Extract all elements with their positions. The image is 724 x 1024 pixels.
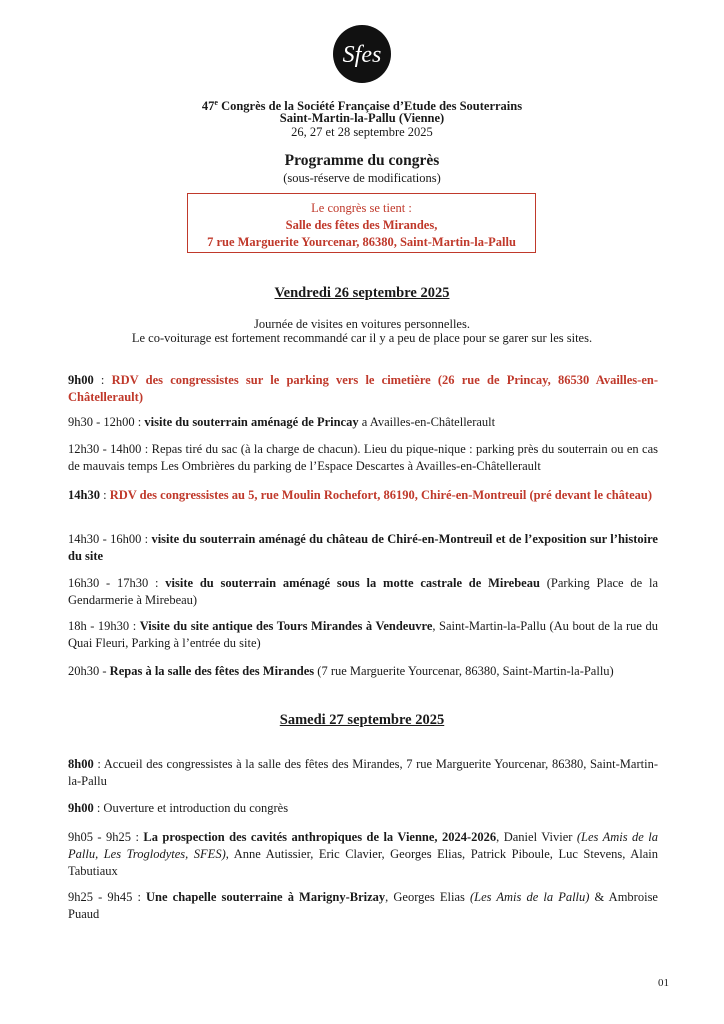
friday-heading: Vendredi 26 septembre 2025 bbox=[274, 285, 450, 301]
svg-text:Sfes: Sfes bbox=[342, 42, 382, 68]
saturday-heading: Samedi 27 septembre 2025 bbox=[279, 712, 445, 728]
sfes-logo bbox=[332, 24, 392, 84]
schedule-item: 8h00 : Accueil des congressistes à la salle des fêtes des Mirandes, 7 rue Marguerite Yourcenar, 86380, Saint-Martin-la-Pallu bbox=[68, 757, 658, 788]
congress-location: Saint-Martin-la-Pallu (Vienne) bbox=[279, 111, 445, 125]
schedule-item: 20h30 - Repas à la salle des fêtes des Mirandes (7 rue Marguerite Yourcenar, 86380, Saint-Martin-la-Pallu) bbox=[68, 664, 614, 678]
venue-intro: Le congrès se tient : bbox=[311, 201, 412, 215]
programme-subtitle: (sous-réserve de modifications) bbox=[283, 171, 441, 185]
programme-title: Programme du congrès bbox=[284, 152, 440, 169]
schedule-item: 16h30 - 17h30 : visite du souterrain aménagé sous la motte castrale de Mirebeau (Parking Place de la Gendarmerie à Mirebeau) bbox=[68, 576, 658, 607]
congress-title: 47e Congrès de la Société Française d’Etude des Souterrains bbox=[201, 98, 523, 114]
schedule-item: 9h00 : RDV des congressistes sur le parking vers le cimetière (26 rue de Princay, 86530 Availles-en-Châtellerault) bbox=[68, 373, 658, 404]
venue-address: 7 rue Marguerite Yourcenar, 86380, Saint-Martin-la-Pallu bbox=[207, 235, 516, 249]
schedule-item: 14h30 - 16h00 : visite du souterrain aménagé du château de Chiré-en-Montreuil et de l’exposition sur l’histoire du site bbox=[68, 532, 658, 563]
venue-box bbox=[187, 193, 536, 253]
schedule-item: 18h - 19h30 : Visite du site antique des Tours Mirandes à Vendeuvre, Saint-Martin-la-Pallu (Au bout de la rue du Quai Fleuri, Parking à l’entrée du site) bbox=[68, 619, 658, 650]
schedule-item: 9h25 - 9h45 : Une chapelle souterraine à Marigny-Brizay, Georges Elias (Les Amis de la Pallu) & Ambroise Puaud bbox=[68, 890, 658, 921]
page-number: 01 bbox=[658, 977, 669, 989]
friday-intro-2: Le co-voiturage est fortement recommandé car il y a peu de place pour se garer sur les sites. bbox=[131, 331, 593, 345]
schedule-item: 9h05 - 9h25 : La prospection des cavités anthropiques de la Vienne, 2024-2026, Daniel Vivier (Les Amis de la Pallu, Les Troglodytes, SFES), Anne Autissier, Eric Clavier, Georges Elias, Patrick Piboule, Luc Stevens, Alain Tabutiaux bbox=[68, 830, 659, 878]
schedule-item: 9h00 : Ouverture et introduction du congrès bbox=[68, 801, 289, 815]
schedule-item: 9h30 - 12h00 : visite du souterrain aménagé de Princay a Availles-en-Châtellerault bbox=[68, 415, 496, 429]
schedule-item: 12h30 - 14h00 : Repas tiré du sac (à la charge de chacun). Lieu du pique-nique : parking près du souterrain ou en cas de mauvais temps Les Ombrières du parking de l’Espace Descartes à Availles-en-Châtellerault bbox=[68, 442, 658, 473]
schedule-item: 14h30 : RDV des congressistes au 5, rue Moulin Rochefort, 86190, Chiré-en-Montreuil (pré devant le château) bbox=[68, 488, 652, 502]
congress-dates: 26, 27 et 28 septembre 2025 bbox=[291, 125, 433, 139]
venue-name: Salle des fêtes des Mirandes, bbox=[285, 218, 438, 232]
friday-intro-1: Journée de visites en voitures personnelles. bbox=[254, 317, 470, 331]
